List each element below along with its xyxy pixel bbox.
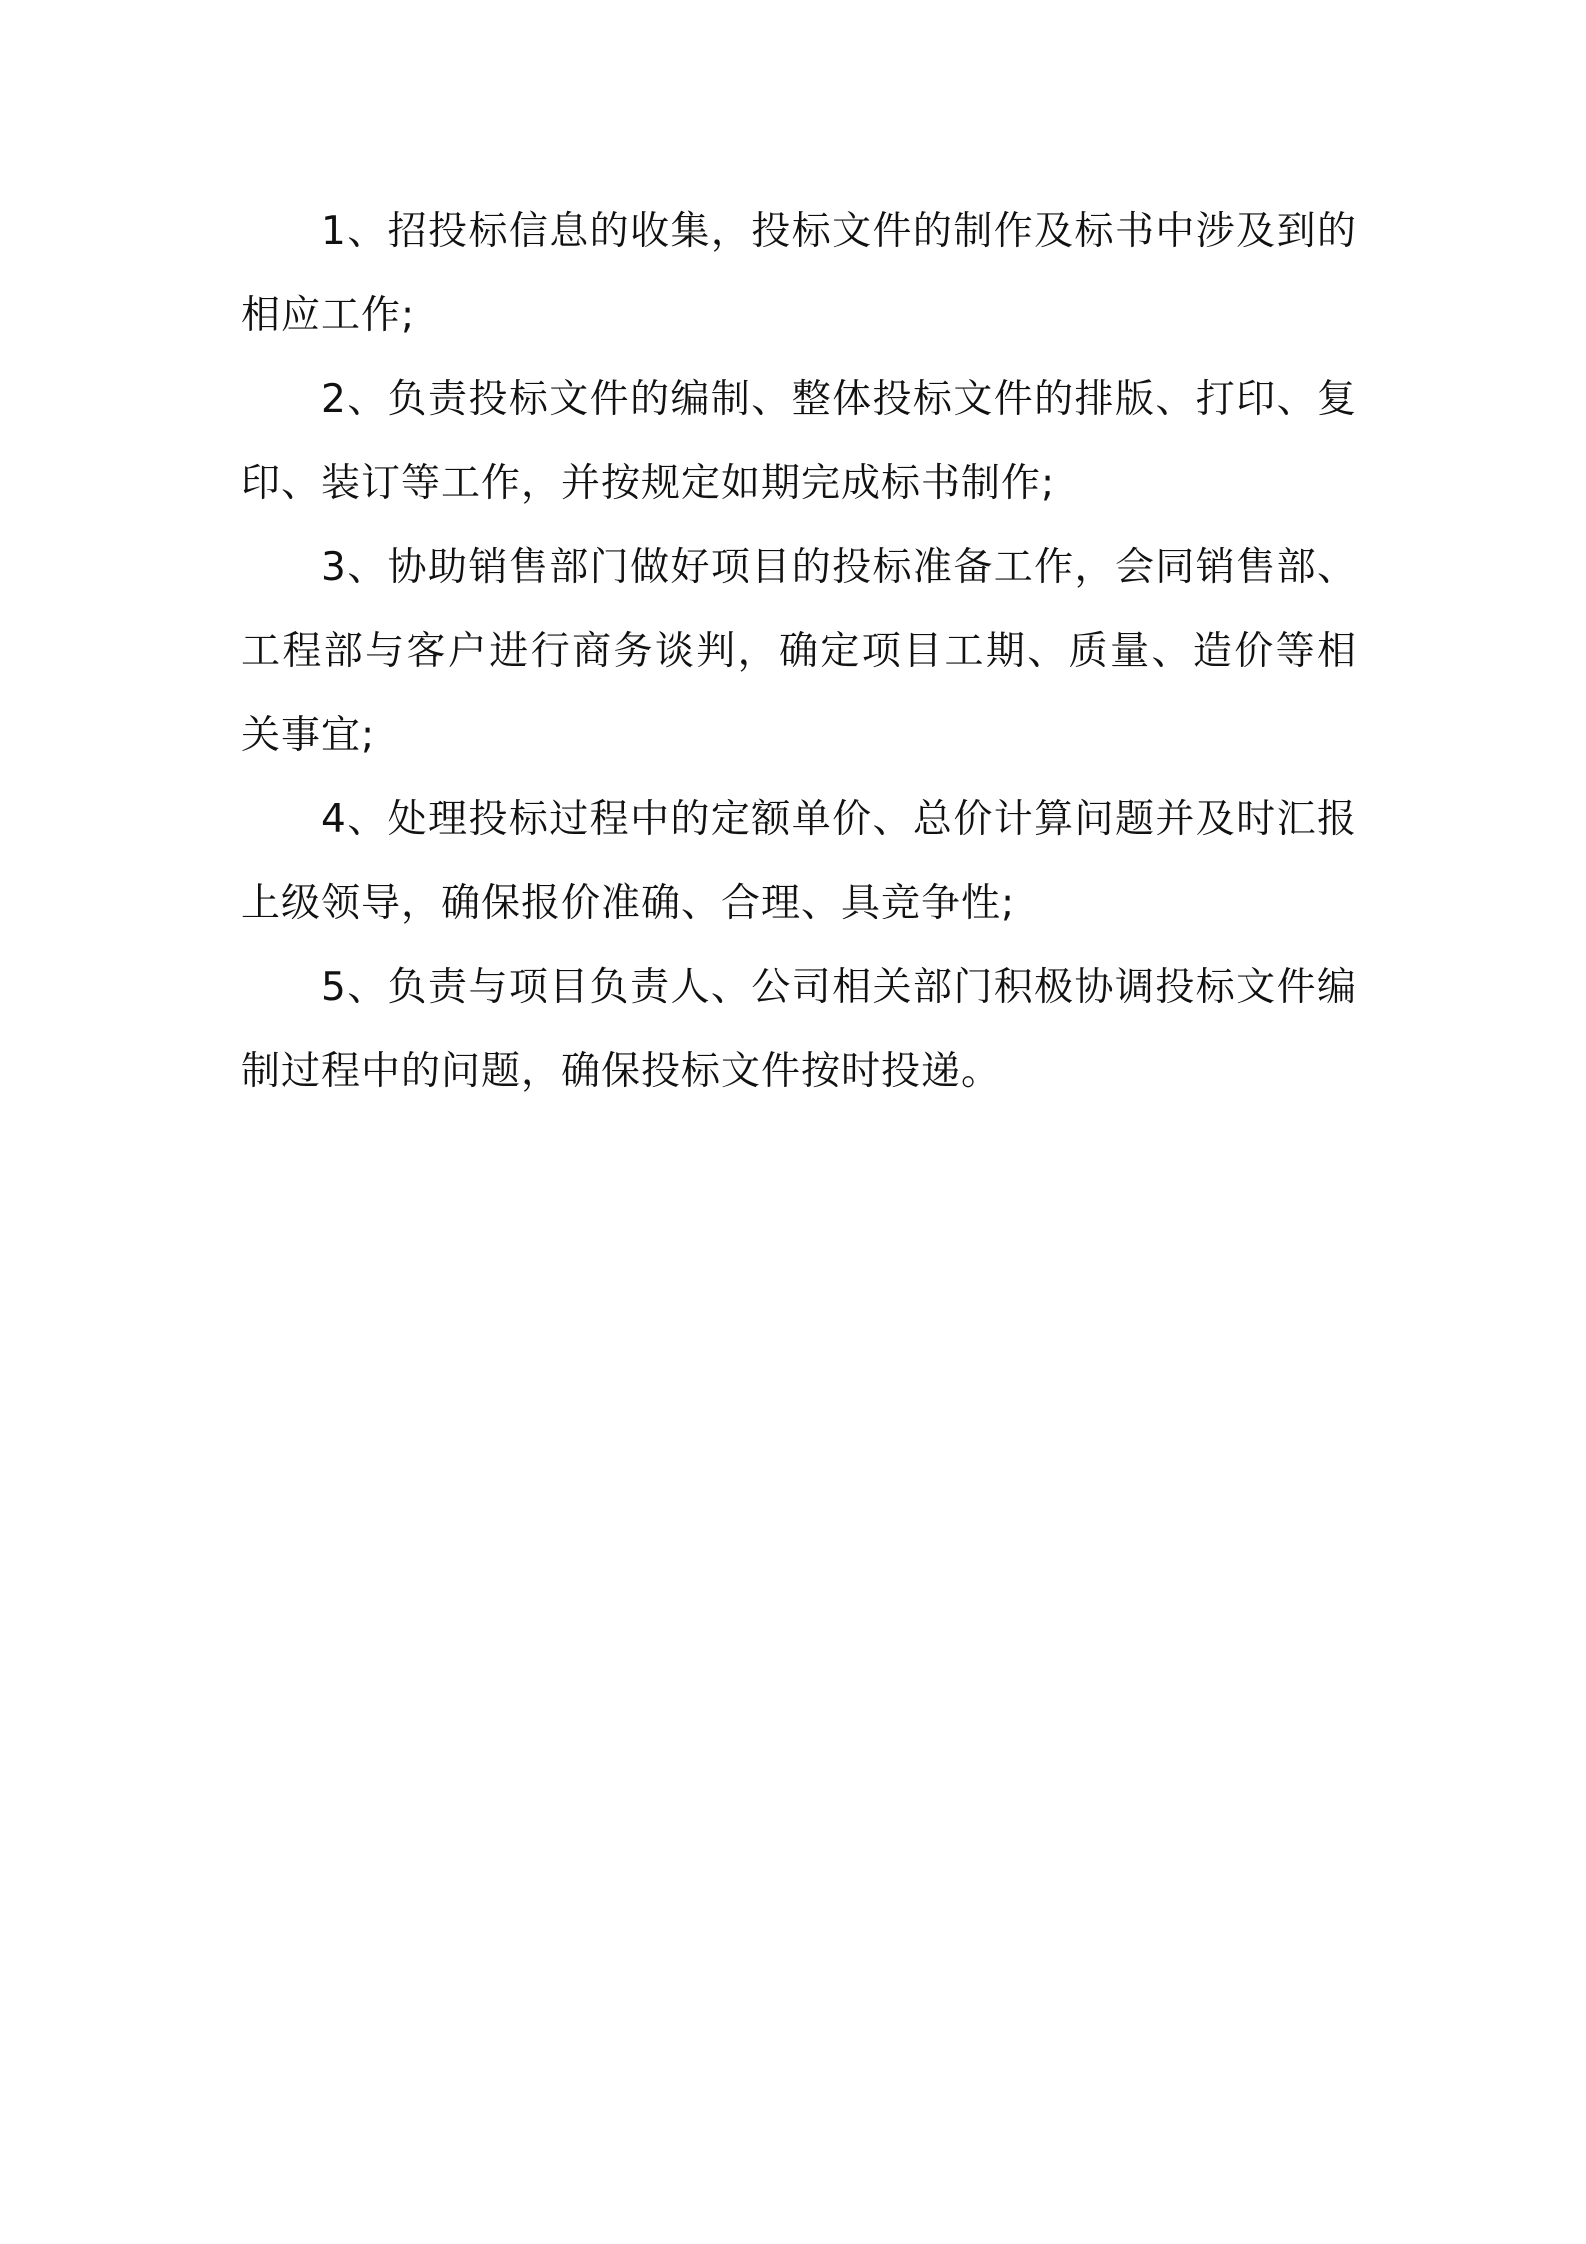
paragraph-3: 3、协助销售部门做好项目的投标准备工作，会同销售部、工程部与客户进行商务谈判，确定项目工期、质量、造价等相关事宜; xyxy=(241,545,1357,758)
paragraph-4: 4、处理投标过程中的定额单价、总价计算问题并及时汇报上级领导，确保报价准确、合理、具竞争性; xyxy=(241,797,1357,926)
paragraph-2: 2、负责投标文件的编制、整体投标文件的排版、打印、复印、装订等工作，并按规定如期完成标书制作; xyxy=(241,377,1357,506)
paragraph-5: 5、负责与项目负责人、公司相关部门积极协调投标文件编制过程中的问题，确保投标文件按时投递。 xyxy=(241,965,1357,1094)
paragraph-1: 1、招投标信息的收集，投标文件的制作及标书中涉及到的相应工作; xyxy=(241,209,1357,338)
document-body xyxy=(241,190,1357,1114)
